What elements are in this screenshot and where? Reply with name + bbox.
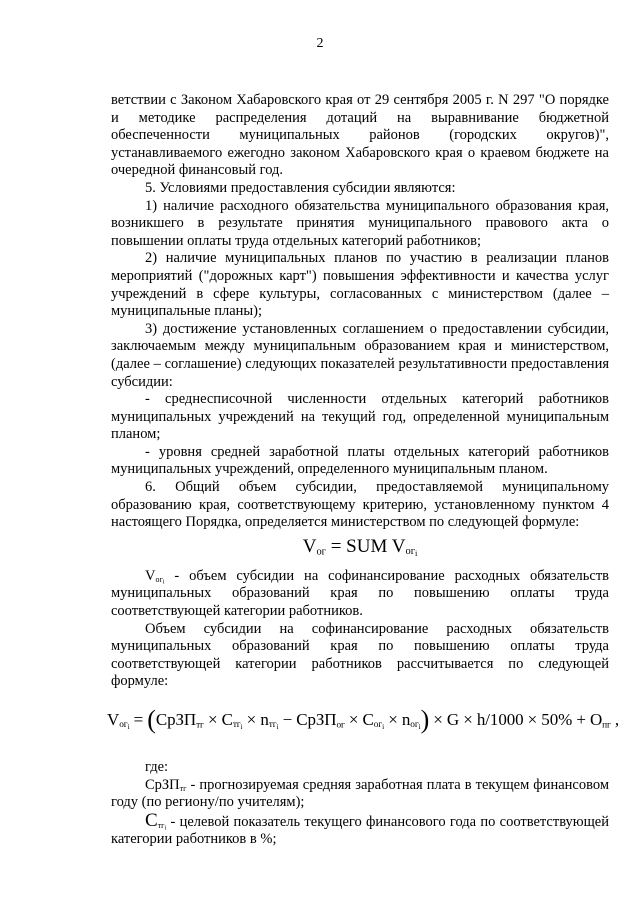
paragraph-where: где: [145,759,169,775]
paragraph-indicator-salary: - уровня средней заработной платы отдельных категорий работников муниципальных учреждений, определенного муниципальным планом. [111,443,609,478]
definition-szp-tg: СрЗП$_{тг}$ - прогнозируемая средняя заработная плата в текущем финансовом году (по региону/по учителям); [111,776,609,811]
paragraph-continuation: ветствии с Законом Хабаровского края от 29 сентября 2005 г. N 297 "О порядке и методике распределения дотаций на выравнивание бюджетной обеспеченности муниципальных районов (городских округов)", устанавливаемого ежегодно законом Хабаровского края о краевом бюджете на очередной финансовый год. [111,92,609,179]
paragraph-condition-3: 3) достижение установленных соглашением о предоставлении субсидии, заключаемым между муниципальным образованием края и министерством, (далее – соглашение) следующих показателей результативности предоставления субсидии: [111,320,609,390]
paragraph-condition-1: 1) наличие расходного обязательства муниципального образования края, возникшего в результате принятия муниципального правового акта о повышении оплаты труда отдельных категорий работников; [111,197,609,249]
document-body [107,92,620,849]
paragraph-item-5: 5. Условиями предоставления субсидии являются: [145,179,456,196]
paragraph-item-6: 6. Общий объем субсидии, предоставляемой муниципальному образованию края, соответствующему критерию, установленному пунктом 4 настоящего Порядка, определяется министерством по следующей формуле: [111,479,609,531]
paragraph-subsidy-calculation: Объем субсидии на софинансирование расходных обязательств муниципальных образований края по повышению оплаты труда соответствующей категории работников рассчитывается по следующей формуле: [111,620,609,690]
definition-c-tg: $С_{тг_i}$ - целевой показатель текущего финансового года по соответствующей категории работников в %; [111,809,609,848]
page-number: 2 [316,36,324,51]
definition-v-og: $V_{ог_i}$ - объем субсидии на софинансирование расходных обязательств муниципальных образований края по повышению оплаты труда соответствующей категории работников. [111,567,610,620]
formula-subsidy-per-category: $V_{ог_i}$ = (СрЗП$_{тг}$ × $С_{тг_i} \times n_{тг_i}$ − СрЗП$_{ог}$ × $С_{ог_i} \times n_{ог_i}) \times G \times h/1000 \times 50\% + О_{пг}$ , [107,705,620,734]
paragraph-condition-2: 2) наличие муниципальных планов по участию в реализации планов мероприятий ("дорожных карт") повышения эффективности и качества услуг учреждений в сфере культуры, согласованных с министерством (далее – муниципальные планы); [111,250,609,320]
formula-total-subsidy: $V_{ог}$ = SUM $V_{ог_i}$ [302,535,418,559]
paragraph-indicator-headcount: - среднесписочной численности отдельных категорий работников муниципальных учреждений на текущий год, определенной муниципальным планом; [111,391,609,443]
